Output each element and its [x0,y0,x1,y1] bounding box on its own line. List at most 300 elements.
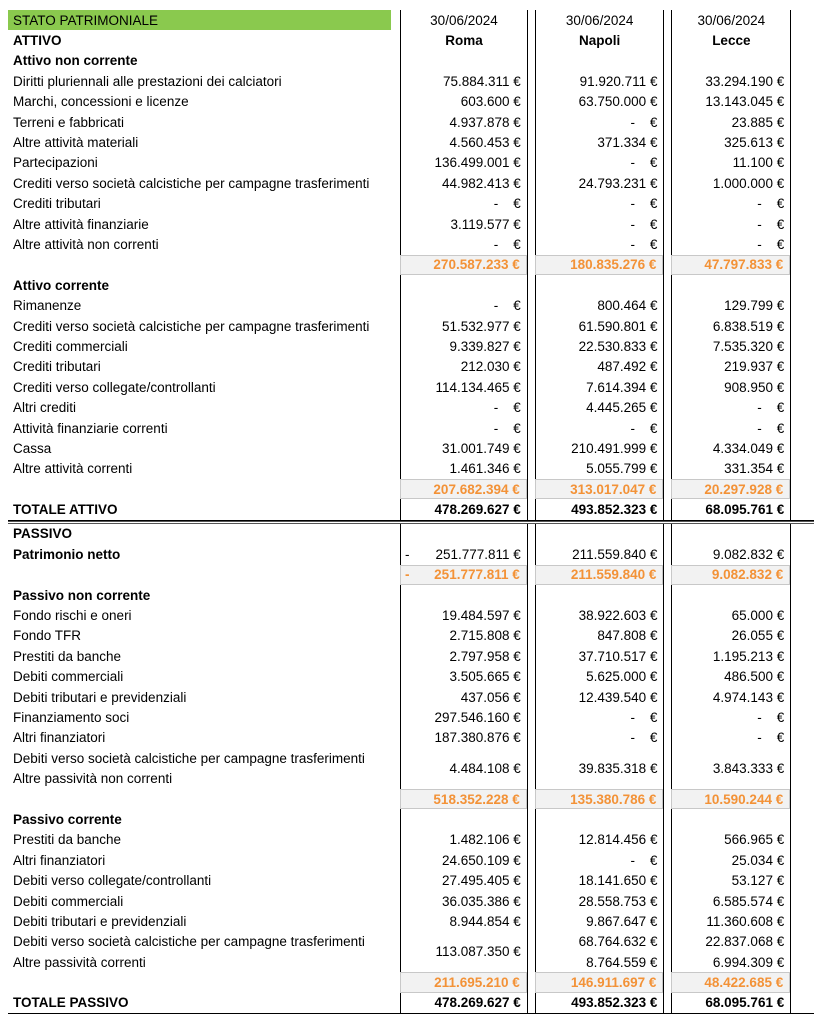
row-label: Debiti commerciali [13,893,124,909]
table-row [8,605,814,625]
row-label-line: Altre passività correnti [13,954,146,970]
cell-lecce [671,728,790,748]
cell-value: - € [630,114,658,130]
row-label: Diritti pluriennali alle prestazioni dei calciatori [13,73,282,89]
column-roma: Roma [400,30,527,50]
cell-lecce [671,911,790,931]
cell-roma [400,993,527,1013]
cell-value: 63.750.000 € [578,94,658,110]
row-label: PASSIVO [13,526,73,542]
cell-value: - € [630,236,658,252]
cell-value: - € [757,709,785,725]
cell-roma [400,255,527,275]
cell-lecce [671,499,790,519]
cell-value: - € [493,420,521,436]
table-row [8,234,814,254]
cell-lecce [671,336,790,356]
cell-value: 53.127 € [731,873,785,889]
cell-value: 24.650.109 € [441,852,521,868]
cell-roma [400,728,527,748]
cell-napoli [535,809,664,829]
cell-value: 371.334 € [597,135,658,151]
table-row [8,295,814,315]
cell-napoli [535,418,664,438]
row-label: Prestiti da banche [13,832,122,848]
cell-roma [400,646,527,666]
cell-value: 1.000.000 € [712,175,785,191]
cell-value: 10.590.244 € [704,791,784,807]
cell-roma [400,748,527,789]
cell-value: 4.560.453 € [449,135,521,151]
table-row [8,214,814,234]
cell-roma [400,459,527,479]
cell-value: 12.439.540 € [578,689,658,705]
table-row [8,377,814,397]
row-label [8,748,391,789]
cell-value: 136.499.001 € [434,155,521,171]
cell-lecce [671,112,790,132]
cell-value: 219.937 € [724,359,785,375]
cell-value: 39.835.318 € [578,760,658,776]
cell-napoli [535,830,664,850]
cell-value: 518.352.228 € [433,791,520,807]
row-label: Attivo corrente [13,277,110,293]
cell-value: 22.837.068 € [705,934,785,950]
cell-value: 847.808 € [597,628,658,644]
cell-lecce [671,51,790,71]
row-label [8,565,391,585]
cell-lecce [671,972,790,992]
cell-roma [400,275,527,295]
cell-napoli [535,234,664,254]
row-label: Prestiti da banche [13,648,122,664]
cell-value: 31.001.749 € [441,440,521,456]
cell-value: 4.937.878 € [449,114,521,130]
column-napoli: Napoli [535,30,664,50]
cell-roma [400,544,527,564]
row-label: TOTALE ATTIVO [13,502,118,518]
cell-napoli [535,891,664,911]
cell-roma [400,173,527,193]
cell-napoli [535,499,664,519]
subtotal-row [8,565,814,585]
cell-lecce [671,524,790,544]
cell-roma [400,524,527,544]
cell-lecce [671,275,790,295]
row-label-line: Altre passività non correnti [13,771,173,787]
cell-value: 11.360.608 € [706,913,785,929]
negative-sign: - [405,567,410,583]
cell-value: 486.500 € [724,669,785,685]
cell-value: 187.380.876 € [434,730,521,746]
cell-value: - € [630,155,658,171]
row-label: Attivo non corrente [13,53,138,69]
cell-value: 44.982.413 € [441,175,521,191]
cell-napoli [535,71,664,91]
cell-value: 65.000 € [731,608,785,624]
cell-roma [400,499,527,519]
date-lecce: 30/06/2024 [671,10,790,30]
cell-napoli [535,585,664,605]
cell-value: 8.764.559 € [586,954,658,970]
table-row [8,646,814,666]
table-row [8,438,814,458]
cell-value: 12.814.456 € [578,832,658,848]
row-label: Finanziamento soci [13,709,130,725]
cell-value: 478.269.627 € [434,995,521,1011]
cell-roma [400,911,527,931]
subtotal-row [8,789,814,809]
cell-value: 9.339.827 € [449,338,521,354]
table-row [8,850,814,870]
table-row [8,92,814,112]
cell-roma [400,214,527,234]
table-row [8,194,814,214]
cell-lecce [671,646,790,666]
cell-lecce [671,891,790,911]
cell-napoli [535,932,664,973]
cell-value: 22.530.833 € [578,338,658,354]
cell-value: 800.464 € [597,298,658,314]
cell-napoli [535,524,664,544]
section-row [8,521,814,544]
cell-roma [400,850,527,870]
cell-value: 437.056 € [460,689,521,705]
cell-value: 331.354 € [724,461,785,477]
cell-value: 3.119.577 € [450,216,521,232]
table-row [8,830,814,850]
total-row [8,499,814,520]
table-row [8,112,814,132]
cell-roma [400,479,527,499]
cell-napoli [535,459,664,479]
cell-value: 68.764.632 € [578,934,658,950]
cell-roma [400,687,527,707]
cell-value: 180.835.276 € [570,257,657,273]
cell-value: - € [493,298,521,314]
cell-roma [400,132,527,152]
cell-lecce [671,932,790,973]
cell-value: 5.055.799 € [586,461,658,477]
cell-value: 2.797.958 € [449,648,521,664]
table-row [8,911,814,931]
cell-napoli [535,377,664,397]
cell-value: 75.884.311 € [442,73,521,89]
row-label: Debiti tributari e previdenziali [13,689,187,705]
cell-value: - € [630,852,658,868]
cell-lecce [671,234,790,254]
cell-lecce [671,459,790,479]
cell-roma [400,336,527,356]
table-row [8,544,814,564]
header-row-dates [8,10,814,30]
cell-roma [400,71,527,91]
cell-lecce [671,687,790,707]
row-label [8,255,391,275]
table-row [8,132,814,152]
cell-value: 1.195.213 € [712,648,785,664]
table-row [8,459,814,479]
row-label [8,789,391,809]
cell-value: - € [757,196,785,212]
cell-napoli [535,911,664,931]
cell-value: 8.944.854 € [449,913,521,929]
cell-napoli [535,194,664,214]
cell-napoli [535,789,664,809]
cell-roma [400,585,527,605]
cell-value: 487.492 € [597,359,658,375]
cell-value: 270.587.233 € [433,257,520,273]
row-label: Debiti tributari e previdenziali [13,913,187,929]
cell-napoli [535,646,664,666]
cell-value: 325.613 € [724,135,785,151]
cell-napoli [535,357,664,377]
cell-lecce [671,667,790,687]
row-label [8,932,391,973]
cell-napoli [535,153,664,173]
row-label: TOTALE PASSIVO [13,995,129,1011]
table-row [8,891,814,911]
cell-napoli [535,667,664,687]
row-label: Passivo corrente [13,811,122,827]
cell-napoli [535,687,664,707]
cell-napoli [535,92,664,112]
table-row [8,153,814,173]
table-row [8,397,814,417]
cell-value: 493.852.323 € [571,502,658,518]
cell-lecce [671,71,790,91]
cell-napoli [535,748,664,789]
row-label: Cassa [13,440,52,456]
cell-napoli [535,565,664,585]
cell-roma [400,295,527,315]
cell-value: 4.334.049 € [712,440,785,456]
row-label: Fondo rischi e oneri [13,608,132,624]
cell-napoli [535,255,664,275]
cell-lecce [671,316,790,336]
cell-lecce [671,255,790,275]
cell-value: 48.422.685 € [704,975,784,991]
cell-lecce [671,809,790,829]
cell-napoli [535,214,664,234]
cell-value: 27.495.405 € [441,873,521,889]
cell-lecce [671,626,790,646]
cell-value: 251.777.811 € [434,567,520,583]
cell-value: 33.294.190 € [705,73,785,89]
cell-value: 26.055 € [731,628,785,644]
row-label: Altri finanziatori [13,730,106,746]
cell-roma [400,789,527,809]
table-title: STATO PATRIMONIALE [8,10,391,30]
cell-value: - € [630,730,658,746]
cell-napoli [535,993,664,1013]
subtotal-row [8,972,814,992]
row-label: Rimanenze [13,298,82,314]
cell-roma [400,707,527,727]
cell-value: 114.134.465 € [435,379,521,395]
cell-roma [400,92,527,112]
cell-lecce [671,993,790,1013]
cell-napoli [535,112,664,132]
cell-napoli [535,626,664,646]
cell-value: 211.559.840 € [572,546,658,562]
cell-napoli [535,870,664,890]
cell-roma [400,418,527,438]
cell-value: 18.141.650 € [578,873,658,889]
cell-value: 7.614.394 € [586,379,658,395]
total-row [8,993,814,1014]
row-label: Crediti commerciali [13,338,128,354]
cell-lecce [671,870,790,890]
row-label: Altre attività materiali [13,135,139,151]
cell-roma [400,972,527,992]
cell-value: - € [630,420,658,436]
table-row [8,870,814,890]
table-body [8,51,814,1014]
cell-value: - € [757,216,785,232]
cell-napoli [535,605,664,625]
balance-sheet-table [8,10,814,1014]
cell-value: 13.143.045 € [705,94,785,110]
table-row [8,71,814,91]
cell-lecce [671,92,790,112]
cell-roma [400,153,527,173]
cell-value: - € [493,236,521,252]
table-row [8,667,814,687]
cell-roma [400,397,527,417]
cell-value: - € [757,420,785,436]
cell-value: 23.885 € [731,114,785,130]
row-label: Crediti verso società calcistiche per campagne trasferimenti [13,318,370,334]
section-row [8,51,814,71]
subtotal-row [8,479,814,499]
cell-napoli [535,275,664,295]
cell-lecce [671,132,790,152]
cell-lecce [671,605,790,625]
cell-value: 7.535.320 € [712,338,785,354]
cell-value: 3.843.333 € [712,760,785,776]
cell-value: 146.911.697 € [570,975,657,991]
cell-value: 51.532.977 € [441,318,521,334]
cell-value: 211.695.210 € [434,975,520,991]
cell-roma [400,51,527,71]
date-napoli: 30/06/2024 [535,10,664,30]
cell-roma [400,438,527,458]
row-label: Crediti verso collegate/controllanti [13,379,216,395]
row-label: Terreni e fabbricati [13,114,125,130]
cell-value: - € [630,196,658,212]
cell-value: - € [757,730,785,746]
cell-value: 61.590.801 € [578,318,658,334]
cell-value: 603.600 € [460,94,521,110]
cell-lecce [671,565,790,585]
cell-value: 25.034 € [731,852,785,868]
cell-value: 4.484.108 € [449,760,521,776]
cell-napoli [535,707,664,727]
cell-value: 212.030 € [460,359,521,375]
cell-value: 28.558.753 € [578,893,658,909]
cell-value: 313.017.047 € [570,481,657,497]
table-row [8,748,814,789]
cell-roma [400,870,527,890]
table-row [8,728,814,748]
cell-value: 11.100 € [732,155,785,171]
cell-lecce [671,418,790,438]
cell-lecce [671,194,790,214]
cell-lecce [671,357,790,377]
row-label: Attività finanziarie correnti [13,420,168,436]
cell-roma [400,667,527,687]
cell-lecce [671,173,790,193]
cell-napoli [535,336,664,356]
cell-value: 251.777.811 € [435,546,521,562]
cell-napoli [535,479,664,499]
cell-value: 24.793.231 € [578,175,658,191]
cell-napoli [535,972,664,992]
row-label-line: Debiti verso società calcistiche per campagne trasferimenti [13,750,365,766]
table-row [8,316,814,336]
cell-value: 566.965 € [724,832,785,848]
cell-roma [400,626,527,646]
cell-napoli [535,850,664,870]
attivo-heading: ATTIVO [13,33,62,49]
cell-roma [400,234,527,254]
cell-value: 36.035.386 € [441,893,521,909]
cell-value: 47.797.833 € [704,257,784,273]
row-label-line: Debiti verso società calcistiche per campagne trasferimenti [13,934,365,950]
cell-value: 4.974.143 € [712,689,785,705]
section-row [8,809,814,829]
cell-lecce [671,585,790,605]
row-label: Crediti verso società calcistiche per campagne trasferimenti [13,175,370,191]
row-label [8,972,391,992]
cell-value: 113.087.350 € [435,944,521,960]
row-label: Altre attività finanziarie [13,216,149,232]
cell-value: - € [493,400,521,416]
cell-roma [400,357,527,377]
cell-roma [400,932,527,973]
cell-value: - € [757,400,785,416]
row-label: Crediti tributari [13,196,101,212]
table-row [8,932,814,973]
cell-value: 9.082.832 € [712,546,785,562]
cell-value: 20.297.928 € [704,481,784,497]
cell-lecce [671,544,790,564]
section-row [8,585,814,605]
cell-roma [400,377,527,397]
table-row [8,626,814,646]
cell-roma [400,112,527,132]
row-label: Altre attività non correnti [13,236,159,252]
cell-value: 9.867.647 € [586,913,658,929]
cell-value: 91.920.711 € [579,73,658,89]
row-label: Passivo non corrente [13,587,151,603]
table-row [8,707,814,727]
row-label: Marchi, concessioni e licenze [13,94,189,110]
section-row [8,275,814,295]
cell-value: 4.445.265 € [586,400,658,416]
cell-roma [400,830,527,850]
subtotal-row [8,255,814,275]
cell-value: - € [630,216,658,232]
cell-lecce [671,153,790,173]
cell-lecce [671,377,790,397]
table-row [8,336,814,356]
row-label: Debiti commerciali [13,669,124,685]
row-label: Fondo TFR [13,628,82,644]
cell-roma [400,809,527,829]
cell-value: 908.950 € [724,379,785,395]
